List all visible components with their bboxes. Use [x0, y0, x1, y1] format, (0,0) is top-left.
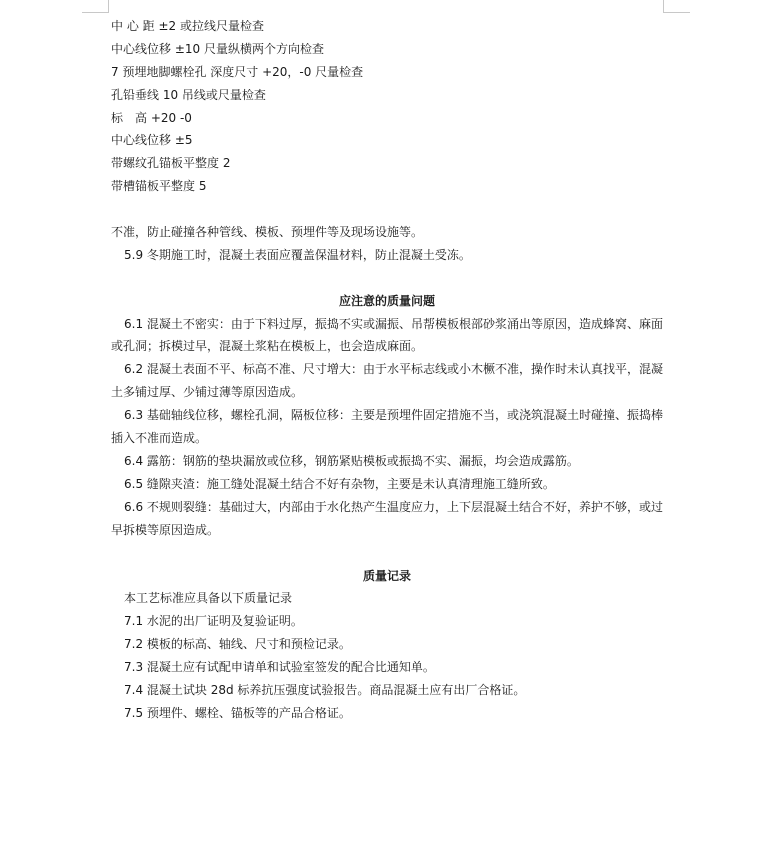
tolerance-line: 带槽锚板平整度 5 — [111, 179, 207, 194]
quality-issue-item: 6.2 混凝土表面不平、标高不准、尺寸增大：由于水平标志线或小木橛不准，操作时未认真找平，混凝土多铺过厚、少铺过薄等原因造成。 — [111, 362, 663, 400]
section-heading-quality-issues: 应注意的质量问题 — [338, 293, 435, 308]
protection-continuation: 不准，防止碰撞各种管线、模板、预埋件等及现场设施等。 — [111, 225, 424, 240]
header-corner-mark-left — [82, 0, 109, 13]
quality-record-item: 7.3 混凝土应有试配申请单和试验室签发的配合比通知单。 — [124, 660, 435, 675]
tolerance-line: 中心线位移 ±5 — [111, 133, 193, 148]
tolerance-line: 7 预埋地脚螺栓孔 深度尺寸 +20，-0 尺量检查 — [111, 64, 364, 79]
tolerance-line: 中 心 距 ±2 或拉线尺量检查 — [111, 19, 264, 33]
quality-issue-item: 6.1 混凝土不密实：由于下料过厚，振捣不实或漏振、吊帮模板根部砂浆涌出等原因，造成蜂窝、麻面或孔洞；拆模过早，混凝土浆粘在模板上，也会造成麻面。 — [111, 316, 663, 354]
section-heading-quality-records: 质量记录 — [362, 568, 411, 583]
quality-issue-item: 6.5 缝隙夹渣：施工缝处混凝土结合不好有杂物，主要是未认真清理施工缝所致。 — [124, 476, 555, 491]
spacer — [111, 542, 663, 565]
tolerance-line: 带螺纹孔锚板平整度 2 — [111, 156, 231, 171]
quality-record-item: 7.1 水泥的出厂证明及复验证明。 — [124, 614, 303, 629]
tolerance-line: 标 高 +20 -0 — [111, 110, 192, 125]
quality-issue-item: 6.6 不规则裂缝：基础过大，内部由于水化热产生温度应力，上下层混凝土结合不好，养护不够，或过早拆模等原因造成。 — [111, 499, 663, 537]
quality-records-intro: 本工艺标准应具备以下质量记录 — [124, 591, 293, 606]
quality-record-item: 7.2 模板的标高、轴线、尺寸和预检记录。 — [124, 637, 351, 652]
document-body — [111, 15, 663, 725]
tolerance-line: 中心线位移 ±10 尺量纵横两个方向检查 — [111, 41, 324, 56]
spacer — [111, 198, 663, 221]
quality-record-item: 7.5 预埋件、螺栓、锚板等的产品合格证。 — [124, 705, 351, 720]
quality-issue-item: 6.4 露筋：钢筋的垫块漏放或位移，钢筋紧贴模板或振捣不实、漏振，均会造成露筋。 — [124, 454, 579, 469]
quality-record-item: 7.4 混凝土试块 28d 标养抗压强度试验报告。商品混凝土应有出厂合格证。 — [124, 682, 526, 697]
spacer — [111, 267, 663, 290]
protection-item-5-9: 5.9 冬期施工时，混凝土表面应覆盖保温材料，防止混凝土受冻。 — [124, 247, 471, 262]
header-corner-mark-right — [663, 0, 690, 13]
quality-issue-item: 6.3 基础轴线位移，螺栓孔洞，隔板位移：主要是预埋件固定措施不当，或浇筑混凝土时碰撞、振捣棒插入不准而造成。 — [111, 408, 663, 446]
tolerance-line: 孔铅垂线 10 吊线或尺量检查 — [111, 87, 266, 102]
